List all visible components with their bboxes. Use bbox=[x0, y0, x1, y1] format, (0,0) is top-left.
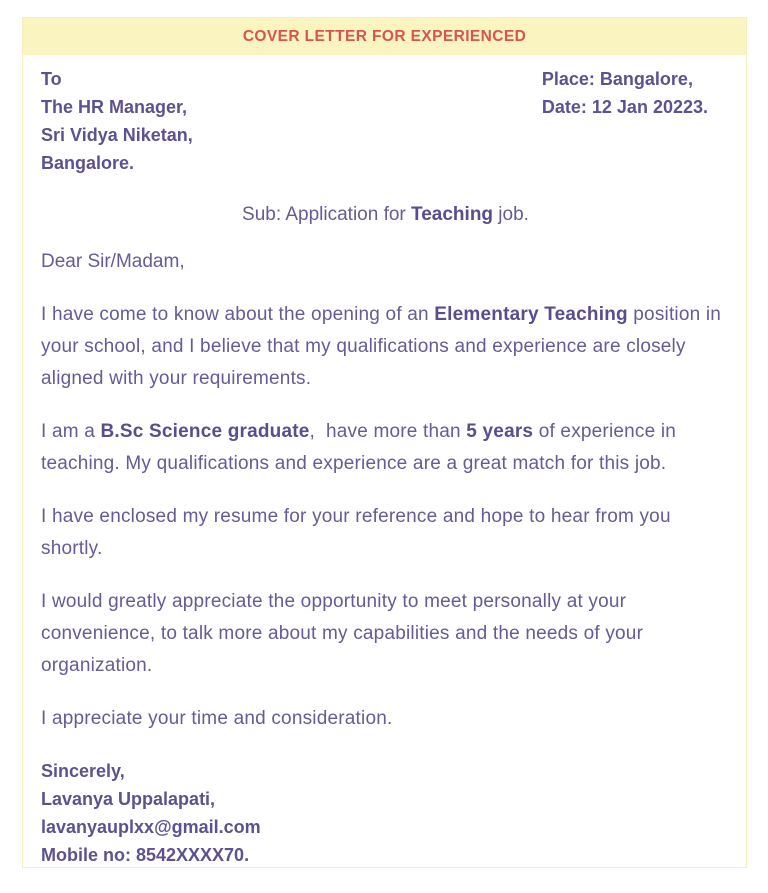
recipient-line-school: Sri Vidya Niketan, bbox=[41, 125, 193, 145]
signature-name: Lavanya Uppalapati, bbox=[41, 789, 216, 809]
paragraph-resume: I have enclosed my resume for your reference and hope to hear from you shortly. bbox=[41, 506, 677, 559]
subject-line: Sub: Application for Teaching job. bbox=[242, 204, 529, 225]
signature-block bbox=[41, 757, 730, 868]
place-line: Place: Bangalore, bbox=[541, 69, 693, 89]
recipient-line-city: Bangalore. bbox=[41, 153, 135, 173]
signature-email: lavanyauplxx@gmail.com bbox=[41, 817, 261, 837]
letter-body bbox=[23, 55, 746, 868]
paragraph-thanks: I appreciate your time and consideration. bbox=[41, 708, 393, 729]
letter-header bbox=[41, 65, 730, 177]
paragraph-opening: I have come to know about the opening of an Elementary Teaching position in your school, and I believe that my qualifications and experience are closely aligned with your requirements. bbox=[41, 304, 727, 389]
recipient-address-block bbox=[41, 65, 193, 177]
place-date-block bbox=[542, 65, 708, 121]
recipient-line-to: To bbox=[41, 69, 62, 89]
recipient-line-manager: The HR Manager, bbox=[41, 97, 188, 117]
page-title: COVER LETTER FOR EXPERIENCED bbox=[242, 27, 527, 45]
signature-phone: Mobile no: 8542XXXX70. bbox=[41, 845, 250, 865]
cover-letter-document bbox=[22, 17, 747, 868]
paragraph-qualifications: I am a B.Sc Science graduate, have more than 5 years of experience in teaching. My qualifications and experience are a great match for this job. bbox=[41, 421, 682, 474]
title-banner bbox=[23, 18, 746, 55]
salutation: Dear Sir/Madam, bbox=[41, 251, 185, 272]
paragraph-meeting: I would greatly appreciate the opportunity to meet personally at your convenience, to talk more about my capabilities and the needs of your organization. bbox=[41, 591, 649, 676]
closing-word: Sincerely, bbox=[41, 761, 125, 781]
date-line: Date: 12 Jan 20223. bbox=[541, 97, 708, 117]
